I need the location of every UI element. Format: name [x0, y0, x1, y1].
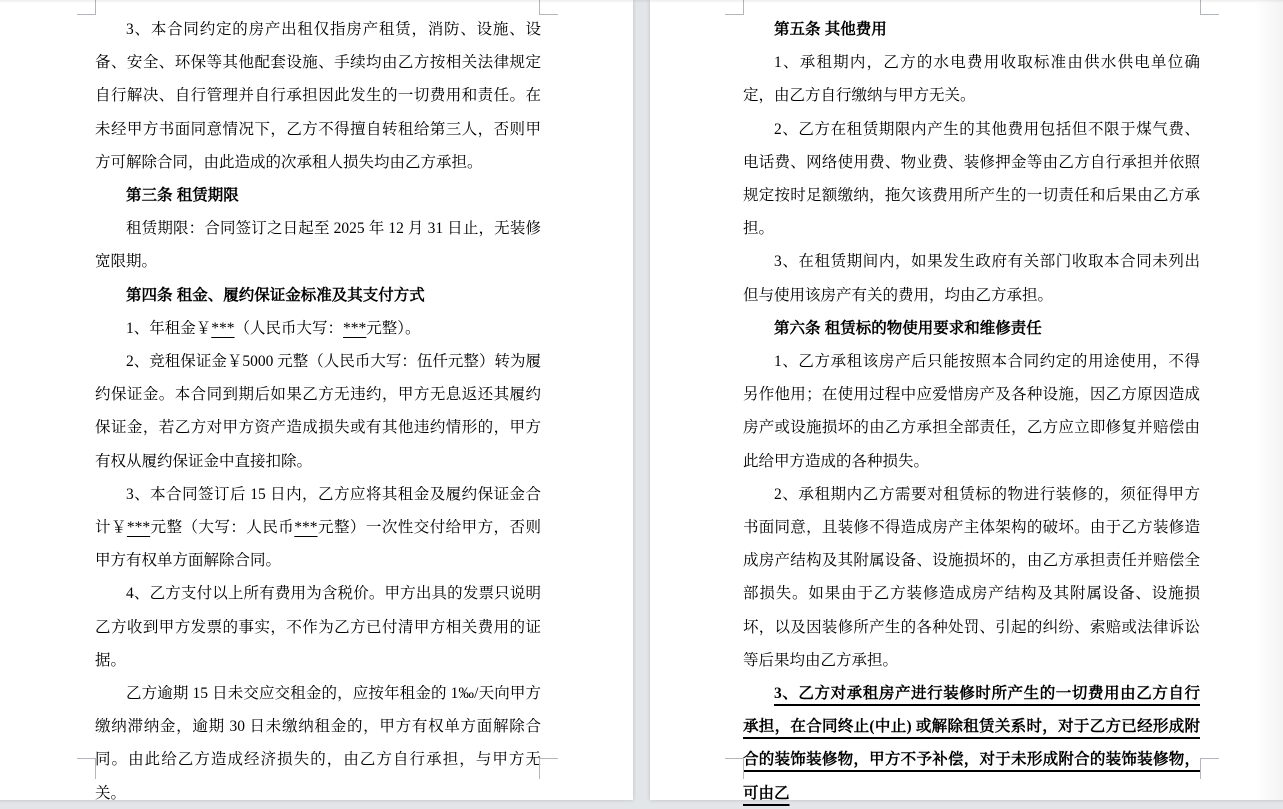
text-segment: 元整）。 — [366, 319, 421, 337]
contract-paragraph: 4、乙方支付以上所有费用为含税价。甲方出具的发票只说明乙方收到甲方发票的事实，不作为乙方已付清甲方相关费用的证据。 — [95, 585, 541, 669]
contract-paragraph — [95, 478, 541, 578]
text-boundary-mark-bottom-right-page2 — [1200, 758, 1219, 779]
contract-paragraph — [95, 312, 541, 345]
contract-paragraph: 2、承租期内乙方需要对租赁标的物进行装修的，须征得甲方书面同意，且装修不得造成房产主体架构的破坏。由于乙方装修造成房产结构及其附属设备、设施损坏的，由乙方承担责任并赔偿全部损失。如果由于乙方装修造成房产结构及其附属设备、设施损坏，以及因装修所产生的各种处罚、引起的纠纷、索赔或法律诉讼等后果均由乙方承担。 — [743, 485, 1200, 669]
text-segment: 元整）一次性交付给甲方，否则甲方有权单方面解除合同。 — [95, 519, 541, 570]
contract-clause-heading: 第五条 其他费用 — [774, 21, 887, 38]
underlined-blank-value: *** — [343, 319, 367, 337]
contract-clause-heading: 第三条 租赁期限 — [126, 187, 239, 205]
contract-paragraph-emphasized: 3、乙方对承租房产进行装修时所产生的一切费用由乙方自行承担，在合同终止(中止) 或解除租赁关系时，对于乙方已经形成附合的装饰装修物，甲方不予补偿，对于未形成附合的装饰装修物，可由乙 — [743, 685, 1200, 802]
contract-paragraph: 3、本合同约定的房产出租仅指房产租赁，消防、设施、设备、安全、环保等其他配套设施、手续均由乙方按相关法律规定自行解决、自行管理并自行承担因此发生的一切费用和责任。在未经甲方书面同意情况下，乙方不得擅自转租给第三人，否则甲方可解除合同，由此造成的次承租人损失均由乙方承担。 — [95, 21, 541, 171]
contract-paragraph: 乙方逾期 15 日未交应交租金的，应按年租金的 1‰/天向甲方缴纳滞纳金，逾期 30 日未缴纳租金的，甲方有权单方面解除合同。由此给乙方造成经济损失的，由乙方自行承担，与甲方无关。 — [95, 685, 541, 802]
contract-paragraph: 2、竞租保证金￥5000 元整（人民币大写：伍仟元整）转为履约保证金。本合同到期后如果乙方无违约，甲方无息返还其履约保证金，若乙方对甲方资产造成损失或有其他违约情形的，甲方有权从履约保证金中直接扣除。 — [95, 353, 541, 470]
contract-clause-heading: 第四条 租金、履约保证金标准及其支付方式 — [126, 286, 425, 304]
text-segment: 1、年租金￥ — [126, 319, 212, 337]
contract-paragraph: 3、在租赁期间内，如果发生政府有关部门收取本合同未列出但与使用该房产有关的费用，均由乙方承担。 — [743, 253, 1200, 304]
text-segment: （人民币大写： — [234, 319, 344, 337]
text-boundary-mark-bottom-left-page2 — [725, 758, 744, 779]
underlined-blank-value: *** — [211, 319, 235, 337]
underlined-blank-value: *** — [294, 519, 318, 537]
text-boundary-mark-bottom-right-page1 — [539, 758, 558, 779]
contract-paragraph: 1、承租期内，乙方的水电费用收取标准由供水供电单位确定，由乙方自行缴纳与甲方无关。 — [743, 54, 1200, 105]
page-right-text-area — [743, 13, 1200, 809]
contract-clause-heading: 第六条 租赁标的物使用要求和维修责任 — [774, 319, 1042, 337]
text-segment: 3、本合同签订后 15 日内，乙方应将其租金及履约保证金合计￥ — [95, 485, 541, 537]
page-left-text-area — [95, 13, 541, 809]
contract-paragraph: 1、乙方承租该房产后只能按照本合同约定的用途使用，不得另作他用；在使用过程中应爱惜房产及各种设施，因乙方原因造成房产或设施损坏的由乙方承担全部责任，乙方应立即修复并赔偿由此给甲方造成的各种损失。 — [743, 353, 1200, 470]
contract-paragraph: 2、乙方在租赁期限内产生的其他费用包括但不限于煤气费、电话费、网络使用费、物业费、装修押金等由乙方自行承担并依照规定按时足额缴纳，拖欠该费用所产生的一切责任和后果由乙方承担。 — [743, 120, 1200, 238]
contract-paragraph: 租赁期限：合同签订之日起至 2025 年 12 月 31 日止，无装修宽限期。 — [95, 220, 541, 271]
underlined-blank-value: *** — [126, 519, 151, 537]
viewport-top-shadow — [0, 0, 1283, 3]
page-edge-shadow — [1255, 0, 1283, 800]
text-segment: 元整（大写：人民币 — [150, 519, 295, 537]
text-boundary-mark-bottom-left-page1 — [77, 758, 96, 779]
